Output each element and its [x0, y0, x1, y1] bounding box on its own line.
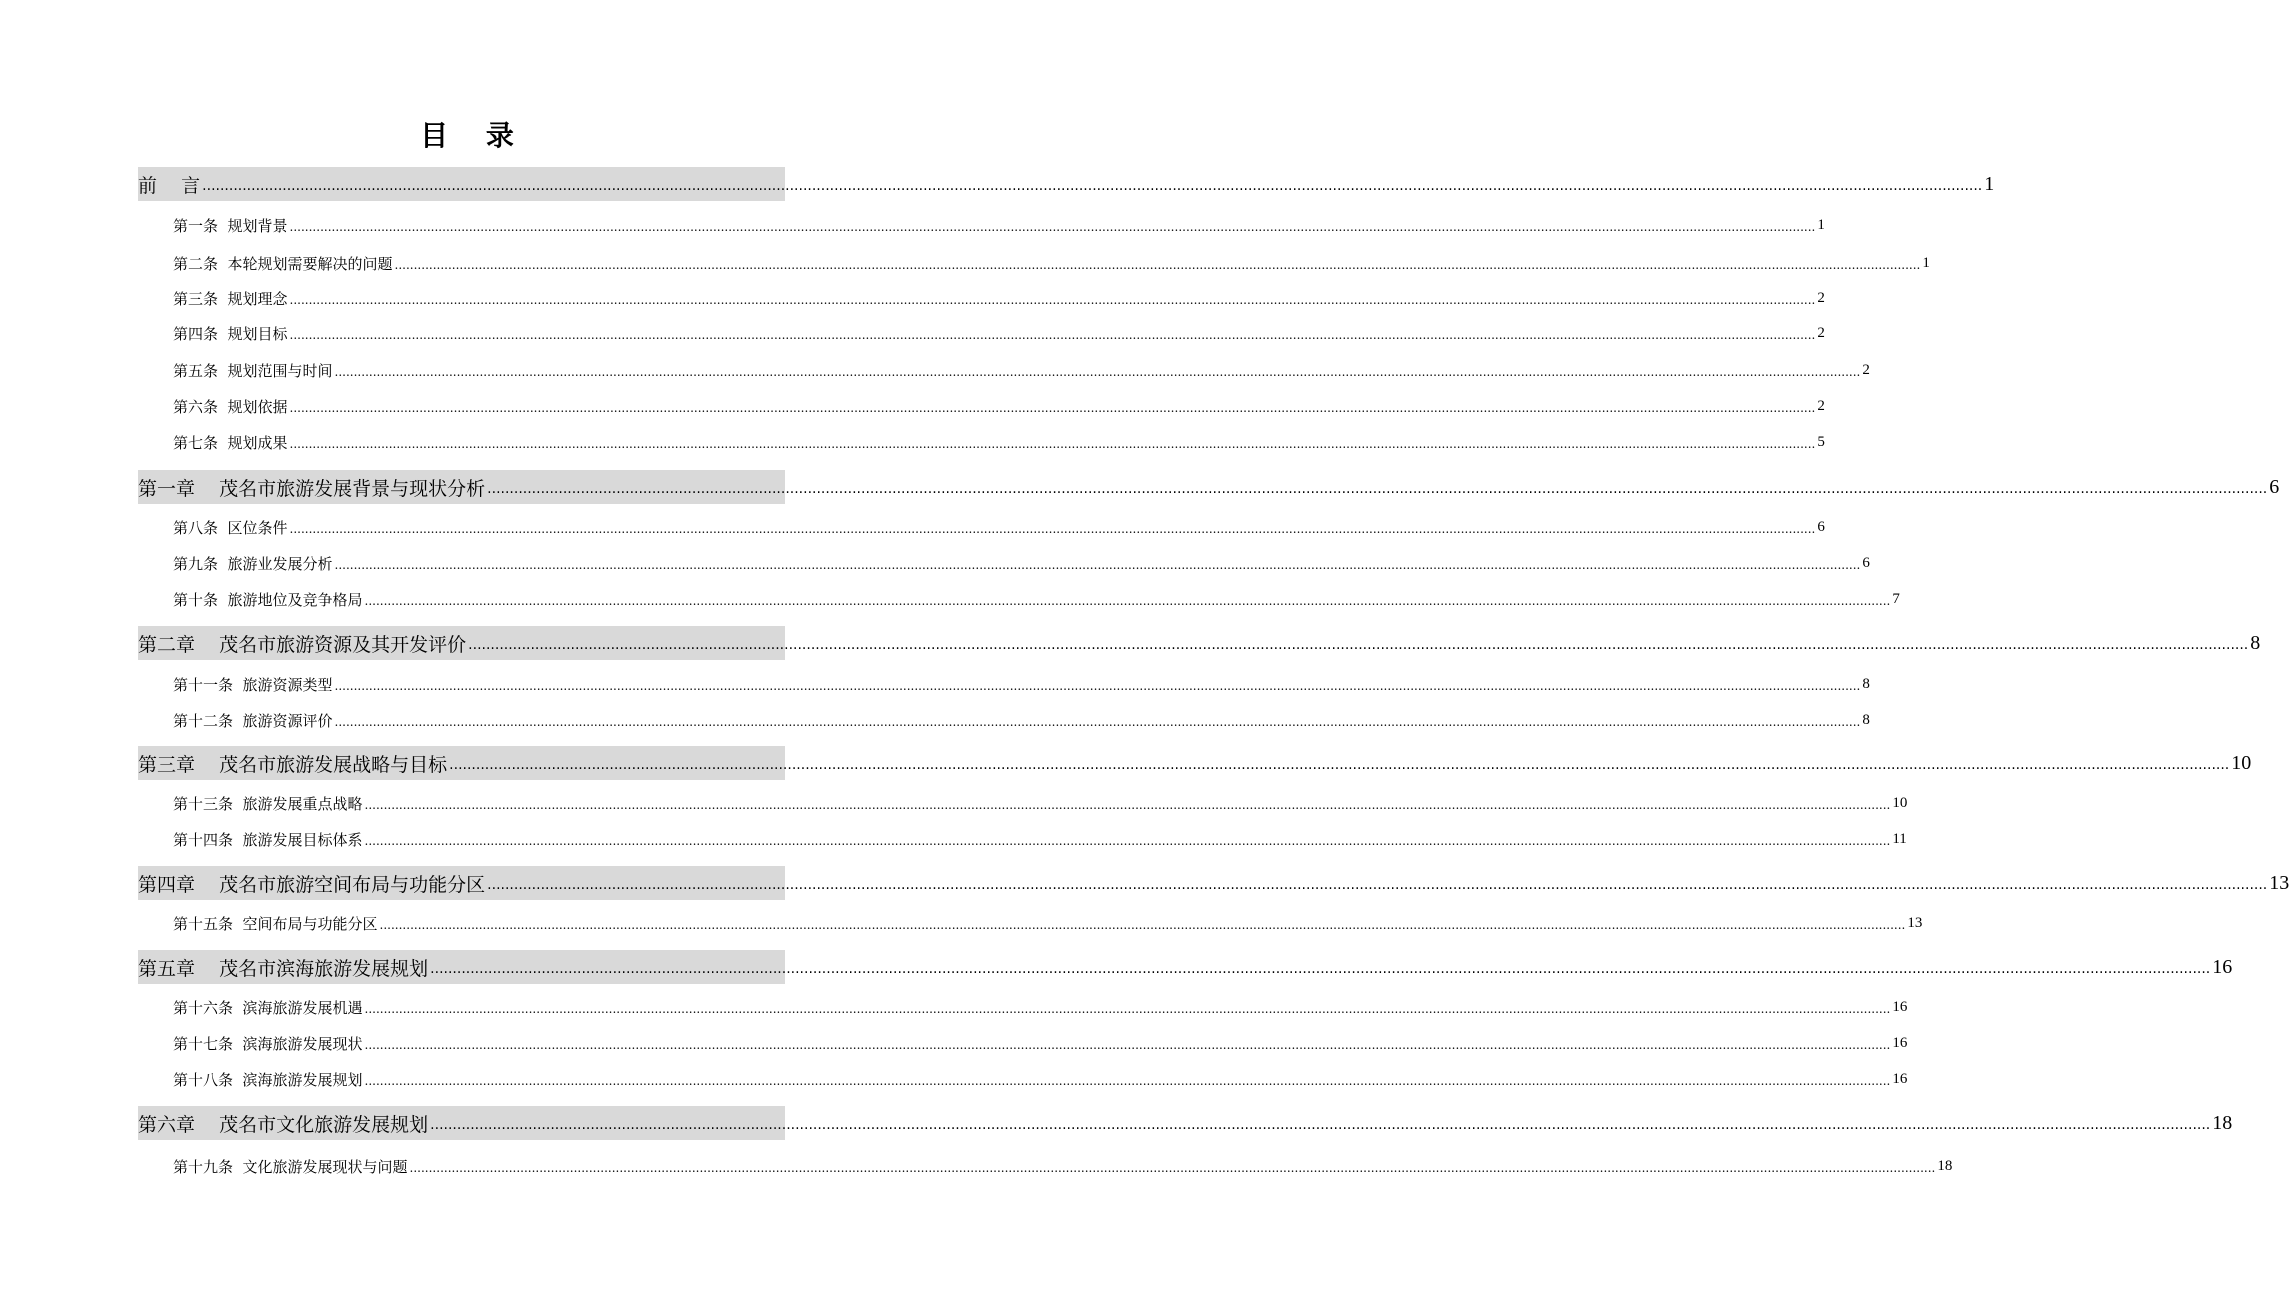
- toc-page-number: 7: [1892, 590, 1900, 607]
- toc-section-entry[interactable]: [173, 826, 1907, 852]
- toc-section-entry[interactable]: [173, 1066, 1908, 1092]
- toc-entry-label: 第六条 规划依据: [173, 397, 288, 416]
- toc-section-entry[interactable]: [173, 707, 1870, 733]
- toc-page-number: 18: [1937, 1157, 1953, 1174]
- dot-leader: ................................................................................................................................................................................................................................................................................................................................................................................................................: [430, 1117, 2211, 1133]
- toc-chapter-entry[interactable]: [138, 950, 2233, 984]
- dot-leader: ................................................................................................................................................................................................................................................................................................................................................................................................................: [364, 1002, 1891, 1016]
- dot-leader: ................................................................................................................................................................................................................................................................................................................................................................................................................: [334, 715, 1861, 729]
- dot-leader: ................................................................................................................................................................................................................................................................................................................................................................................................................: [468, 637, 2249, 653]
- toc-chapter-entry[interactable]: [138, 1106, 2233, 1140]
- toc-page-number: 1: [1984, 172, 1995, 195]
- toc-page-number: 8: [1862, 675, 1870, 692]
- dot-leader: ................................................................................................................................................................................................................................................................................................................................................................................................................: [334, 365, 1861, 379]
- toc-section-entry[interactable]: [173, 910, 1923, 936]
- toc-entry-label: 第十八条 滨海旅游发展规划: [173, 1070, 363, 1089]
- toc-section-entry[interactable]: [173, 550, 1870, 576]
- toc-page-number: 8: [1862, 711, 1870, 728]
- toc-page-number: 6: [1862, 554, 1870, 571]
- toc-page-number: 2: [1862, 361, 1870, 378]
- toc-entry-label: 第七条 规划成果: [173, 433, 288, 452]
- toc-entry-label: 第十四条 旅游发展目标体系: [173, 830, 363, 849]
- toc-entry-label: 第十三条 旅游发展重点战略: [173, 794, 363, 813]
- dot-leader: ................................................................................................................................................................................................................................................................................................................................................................................................................: [289, 522, 1816, 536]
- dot-leader: ................................................................................................................................................................................................................................................................................................................................................................................................................: [364, 798, 1891, 812]
- toc-page-number: 10: [2231, 751, 2252, 774]
- toc-section-entry[interactable]: [173, 514, 1825, 540]
- toc-section-entry[interactable]: [173, 429, 1825, 455]
- toc-entry-label: 第一条 规划背景: [173, 216, 288, 235]
- toc-entry-label: 第四章 茂名市旅游空间布局与功能分区: [138, 873, 486, 896]
- dot-leader: ................................................................................................................................................................................................................................................................................................................................................................................................................: [394, 258, 1921, 272]
- toc-page-number: 1: [1922, 254, 1930, 271]
- toc-entry-label: 第八条 区位条件: [173, 518, 288, 537]
- toc-section-entry[interactable]: [173, 285, 1825, 311]
- dot-leader: ................................................................................................................................................................................................................................................................................................................................................................................................................: [364, 1074, 1891, 1088]
- toc-chapter-entry[interactable]: [138, 470, 2280, 504]
- toc-page-number: 6: [2269, 475, 2280, 498]
- toc-entry-label: 第十七条 滨海旅游发展现状: [173, 1034, 363, 1053]
- toc-entry-label: 第五章 茂名市滨海旅游发展规划: [138, 957, 429, 980]
- toc-entry-label: 第十五条 空间布局与功能分区: [173, 914, 378, 933]
- toc-page-number: 16: [1892, 1034, 1908, 1051]
- dot-leader: ................................................................................................................................................................................................................................................................................................................................................................................................................: [289, 220, 1816, 234]
- dot-leader: ................................................................................................................................................................................................................................................................................................................................................................................................................: [334, 558, 1861, 572]
- toc-section-entry[interactable]: [173, 1030, 1908, 1056]
- toc-entry-label: 第三章 茂名市旅游发展战略与目标: [138, 753, 448, 776]
- toc-page-number: 2: [1817, 289, 1825, 306]
- dot-leader: ................................................................................................................................................................................................................................................................................................................................................................................................................: [449, 757, 2230, 773]
- dot-leader: ................................................................................................................................................................................................................................................................................................................................................................................................................: [430, 961, 2211, 977]
- toc-section-entry[interactable]: [173, 357, 1870, 383]
- toc-page-number: 11: [1892, 830, 1907, 847]
- toc-page-number: 2: [1817, 397, 1825, 414]
- toc-entry-label: 第十一条 旅游资源类型: [173, 675, 333, 694]
- toc-section-entry[interactable]: [173, 790, 1908, 816]
- toc-page-number: 13: [1907, 914, 1923, 931]
- dot-leader: ................................................................................................................................................................................................................................................................................................................................................................................................................: [364, 834, 1891, 848]
- dot-leader: ................................................................................................................................................................................................................................................................................................................................................................................................................: [289, 293, 1816, 307]
- toc-entry-label: 第十条 旅游地位及竞争格局: [173, 590, 363, 609]
- page-title: 目 录: [420, 119, 528, 152]
- toc-page-number: 18: [2212, 1111, 2233, 1134]
- toc-section-entry[interactable]: [173, 994, 1908, 1020]
- toc-page-number: 16: [1892, 1070, 1908, 1087]
- toc-page-number: 8: [2250, 631, 2261, 654]
- toc-chapter-entry[interactable]: [138, 167, 1995, 201]
- toc-section-entry[interactable]: [173, 671, 1870, 697]
- dot-leader: ................................................................................................................................................................................................................................................................................................................................................................................................................: [364, 1038, 1891, 1052]
- toc-entry-label: 第二章 茂名市旅游资源及其开发评价: [138, 633, 467, 656]
- toc-page-number: 6: [1817, 518, 1825, 535]
- toc-section-entry[interactable]: [173, 320, 1825, 346]
- dot-leader: ................................................................................................................................................................................................................................................................................................................................................................................................................: [487, 481, 2268, 497]
- toc-entry-label: 第五条 规划范围与时间: [173, 361, 333, 380]
- toc-section-entry[interactable]: [173, 250, 1930, 276]
- toc-entry-label: 第三条 规划理念: [173, 289, 288, 308]
- toc-page-number: 13: [2269, 871, 2289, 894]
- toc-page-number: 2: [1817, 324, 1825, 341]
- dot-leader: ................................................................................................................................................................................................................................................................................................................................................................................................................: [202, 178, 1983, 194]
- dot-leader: ................................................................................................................................................................................................................................................................................................................................................................................................................: [487, 877, 2268, 893]
- toc-chapter-entry[interactable]: [138, 866, 2289, 900]
- toc-page-number: 5: [1817, 433, 1825, 450]
- toc-page-number: 16: [2212, 955, 2233, 978]
- toc-entry-label: 第一章 茂名市旅游发展背景与现状分析: [138, 477, 486, 500]
- toc-page-number: 16: [1892, 998, 1908, 1015]
- toc-section-entry[interactable]: [173, 1153, 1953, 1179]
- dot-leader: ................................................................................................................................................................................................................................................................................................................................................................................................................: [289, 401, 1816, 415]
- toc-section-entry[interactable]: [173, 586, 1900, 612]
- toc-chapter-entry[interactable]: [138, 746, 2252, 780]
- dot-leader: ................................................................................................................................................................................................................................................................................................................................................................................................................: [364, 594, 1891, 608]
- toc-entry-label: 前 言: [138, 174, 201, 197]
- toc-entry-label: 第二条 本轮规划需要解决的问题: [173, 254, 393, 273]
- toc-section-entry[interactable]: [173, 393, 1825, 419]
- toc-entry-label: 第十九条 文化旅游发展现状与问题: [173, 1157, 408, 1176]
- toc-entry-label: 第六章 茂名市文化旅游发展规划: [138, 1113, 429, 1136]
- dot-leader: ................................................................................................................................................................................................................................................................................................................................................................................................................: [409, 1161, 1936, 1175]
- dot-leader: ................................................................................................................................................................................................................................................................................................................................................................................................................: [289, 437, 1816, 451]
- toc-page-number: 10: [1892, 794, 1908, 811]
- dot-leader: ................................................................................................................................................................................................................................................................................................................................................................................................................: [379, 918, 1906, 932]
- toc-entry-label: 第十六条 滨海旅游发展机遇: [173, 998, 363, 1017]
- toc-entry-label: 第九条 旅游业发展分析: [173, 554, 333, 573]
- toc-chapter-entry[interactable]: [138, 626, 2261, 660]
- dot-leader: ................................................................................................................................................................................................................................................................................................................................................................................................................: [334, 679, 1861, 693]
- toc-entry-label: 第十二条 旅游资源评价: [173, 711, 333, 730]
- dot-leader: ................................................................................................................................................................................................................................................................................................................................................................................................................: [289, 328, 1816, 342]
- toc-page-number: 1: [1817, 216, 1825, 233]
- toc-entry-label: 第四条 规划目标: [173, 324, 288, 343]
- toc-section-entry[interactable]: [173, 212, 1825, 238]
